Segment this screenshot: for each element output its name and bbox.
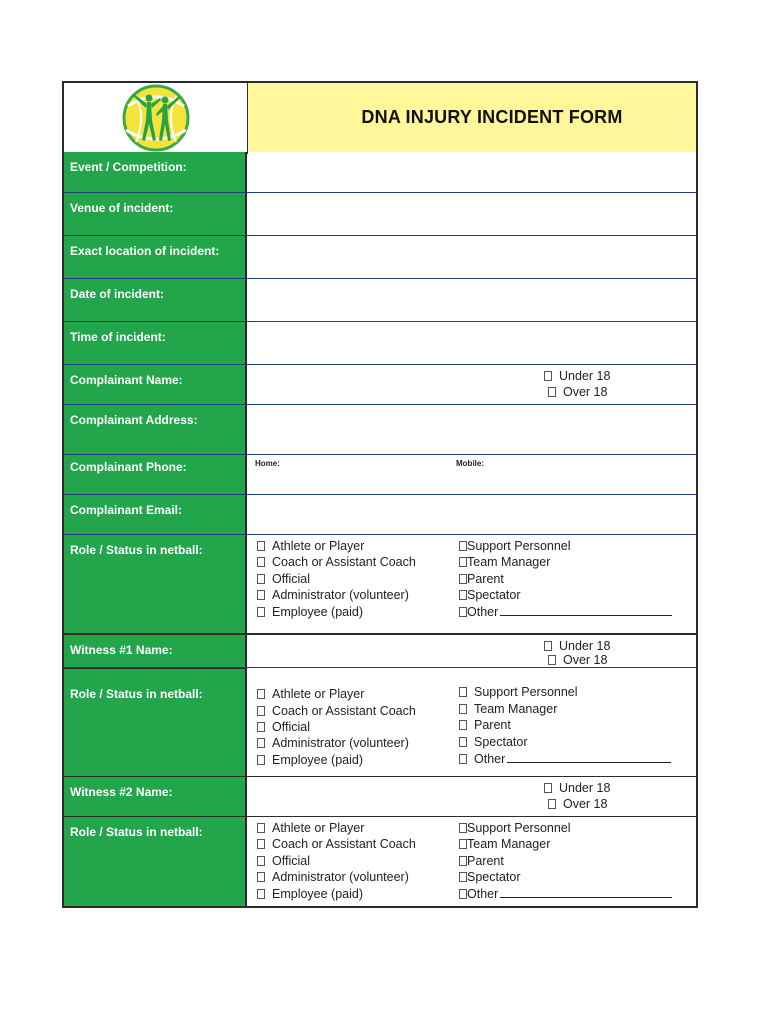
checkbox-icon[interactable] bbox=[257, 872, 265, 882]
home-phone-label: Home: bbox=[255, 459, 280, 468]
role-option[interactable]: Team Manager bbox=[459, 837, 550, 851]
role-option[interactable]: Other bbox=[459, 752, 671, 766]
mobile-phone-label: Mobile: bbox=[456, 459, 484, 468]
role-option[interactable]: Parent bbox=[459, 854, 504, 868]
role-option[interactable]: Support Personnel bbox=[459, 685, 578, 699]
form-title: DNA INJURY INCIDENT FORM bbox=[361, 107, 623, 127]
role-option[interactable]: Administrator (volunteer) bbox=[257, 870, 409, 884]
complainant-role-field bbox=[248, 535, 696, 635]
injury-incident-form bbox=[62, 81, 698, 908]
date-row bbox=[64, 279, 696, 322]
checkbox-icon[interactable] bbox=[459, 839, 467, 849]
checkbox-icon[interactable] bbox=[459, 754, 467, 764]
checkbox-icon[interactable] bbox=[548, 655, 556, 665]
complainant-address-row bbox=[64, 405, 696, 455]
role-option[interactable]: Other bbox=[459, 887, 672, 901]
complainant-address-label: Complainant Address: bbox=[64, 405, 247, 455]
complainant-role-row bbox=[64, 535, 696, 635]
divider bbox=[64, 668, 247, 669]
witness1-name-label: Witness #1 Name: bbox=[64, 635, 247, 668]
witness1-role-row bbox=[64, 687, 696, 777]
role-option[interactable]: Administrator (volunteer) bbox=[257, 588, 409, 602]
role-option[interactable]: Official bbox=[257, 720, 310, 734]
witness1-role-field bbox=[248, 687, 696, 777]
complainant-name-row bbox=[64, 365, 696, 405]
checkbox-icon[interactable] bbox=[544, 641, 552, 651]
time-field[interactable] bbox=[248, 322, 696, 365]
complainant-role-label: Role / Status in netball: bbox=[64, 535, 247, 635]
under18-option[interactable]: Under 18 bbox=[544, 781, 610, 795]
checkbox-icon[interactable] bbox=[257, 722, 265, 732]
role-option[interactable]: Athlete or Player bbox=[257, 687, 364, 701]
checkbox-icon[interactable] bbox=[459, 856, 467, 866]
checkbox-icon[interactable] bbox=[459, 557, 467, 567]
checkbox-icon[interactable] bbox=[257, 689, 265, 699]
witness2-role-row bbox=[64, 817, 696, 906]
checkbox-icon[interactable] bbox=[459, 687, 467, 697]
event-row bbox=[64, 152, 696, 193]
checkbox-icon[interactable] bbox=[459, 541, 467, 551]
checkbox-icon[interactable] bbox=[459, 574, 467, 584]
role-option[interactable]: Employee (paid) bbox=[257, 605, 363, 619]
checkbox-icon[interactable] bbox=[459, 720, 467, 730]
role-option[interactable]: Support Personnel bbox=[459, 539, 571, 553]
checkbox-icon[interactable] bbox=[459, 704, 467, 714]
other-fill-line[interactable] bbox=[500, 887, 672, 898]
complainant-phone-label: Complainant Phone: bbox=[64, 455, 247, 495]
under18-option[interactable]: Under 18 bbox=[544, 639, 610, 653]
role-option[interactable]: Official bbox=[257, 572, 310, 586]
witness2-role-label: Role / Status in netball: bbox=[64, 817, 247, 906]
witness1-name-field[interactable] bbox=[248, 635, 696, 668]
time-label: Time of incident: bbox=[64, 322, 247, 365]
event-field[interactable] bbox=[248, 152, 696, 193]
role-option[interactable]: Coach or Assistant Coach bbox=[257, 555, 416, 569]
other-fill-line[interactable] bbox=[507, 752, 671, 763]
checkbox-icon[interactable] bbox=[459, 823, 467, 833]
checkbox-icon[interactable] bbox=[257, 738, 265, 748]
checkbox-icon[interactable] bbox=[548, 799, 556, 809]
venue-field[interactable] bbox=[248, 193, 696, 236]
checkbox-icon[interactable] bbox=[548, 387, 556, 397]
role-option[interactable]: Employee (paid) bbox=[257, 753, 363, 767]
spacer-row bbox=[64, 668, 696, 687]
over18-option[interactable]: Over 18 bbox=[548, 653, 607, 667]
checkbox-icon[interactable] bbox=[257, 889, 265, 899]
role-option[interactable]: Team Manager bbox=[459, 555, 550, 569]
complainant-email-label: Complainant Email: bbox=[64, 495, 247, 535]
form-header bbox=[64, 83, 696, 154]
checkbox-icon[interactable] bbox=[257, 856, 265, 866]
role-option[interactable]: Employee (paid) bbox=[257, 887, 363, 901]
role-option[interactable]: Administrator (volunteer) bbox=[257, 736, 409, 750]
checkbox-icon[interactable] bbox=[257, 590, 265, 600]
role-option[interactable]: Team Manager bbox=[459, 702, 557, 716]
date-label: Date of incident: bbox=[64, 279, 247, 322]
checkbox-icon[interactable] bbox=[544, 371, 552, 381]
checkbox-icon[interactable] bbox=[459, 872, 467, 882]
complainant-email-field[interactable] bbox=[248, 495, 696, 535]
checkbox-icon[interactable] bbox=[257, 557, 265, 567]
checkbox-icon[interactable] bbox=[544, 783, 552, 793]
checkbox-icon[interactable] bbox=[257, 607, 265, 617]
checkbox-icon[interactable] bbox=[459, 737, 467, 747]
checkbox-icon[interactable] bbox=[459, 607, 467, 617]
date-field[interactable] bbox=[248, 279, 696, 322]
title-cell bbox=[248, 83, 696, 152]
complainant-name-label: Complainant Name: bbox=[64, 365, 247, 405]
witness2-name-row bbox=[64, 777, 696, 817]
over18-option[interactable]: Over 18 bbox=[548, 797, 607, 811]
time-row bbox=[64, 322, 696, 365]
checkbox-icon[interactable] bbox=[257, 755, 265, 765]
checkbox-icon[interactable] bbox=[257, 574, 265, 584]
venue-label: Venue of incident: bbox=[64, 193, 247, 236]
location-row bbox=[64, 236, 696, 279]
role-option[interactable]: Spectator bbox=[459, 735, 528, 749]
complainant-email-row bbox=[64, 495, 696, 535]
role-option[interactable]: Athlete or Player bbox=[257, 821, 364, 835]
witness2-name-label: Witness #2 Name: bbox=[64, 777, 247, 817]
witness2-name-field[interactable] bbox=[248, 777, 696, 817]
location-field[interactable] bbox=[248, 236, 696, 279]
complainant-phone-row bbox=[64, 455, 696, 495]
role-option[interactable]: Coach or Assistant Coach bbox=[257, 704, 416, 718]
venue-row bbox=[64, 193, 696, 236]
checkbox-icon[interactable] bbox=[257, 823, 265, 833]
role-option[interactable]: Coach or Assistant Coach bbox=[257, 837, 416, 851]
checkbox-icon[interactable] bbox=[257, 839, 265, 849]
complainant-name-field[interactable] bbox=[248, 365, 696, 405]
under18-option[interactable]: Under 18 bbox=[544, 369, 610, 383]
location-label: Exact location of incident: bbox=[64, 236, 247, 279]
checkbox-icon[interactable] bbox=[257, 706, 265, 716]
other-fill-line[interactable] bbox=[500, 605, 672, 616]
checkbox-icon[interactable] bbox=[257, 541, 265, 551]
event-label: Event / Competition: bbox=[64, 152, 247, 193]
witness1-role-label: Role / Status in netball: bbox=[64, 687, 247, 777]
over18-option[interactable]: Over 18 bbox=[548, 385, 607, 399]
checkbox-icon[interactable] bbox=[459, 590, 467, 600]
role-option[interactable]: Spectator bbox=[459, 870, 521, 884]
role-option[interactable]: Official bbox=[257, 854, 310, 868]
role-option[interactable]: Parent bbox=[459, 718, 511, 732]
role-option[interactable]: Other bbox=[459, 605, 672, 619]
role-option[interactable]: Parent bbox=[459, 572, 504, 586]
role-option[interactable]: Support Personnel bbox=[459, 821, 571, 835]
witness1-name-row bbox=[64, 635, 696, 668]
complainant-address-field[interactable] bbox=[248, 405, 696, 455]
complainant-phone-field[interactable] bbox=[248, 455, 696, 495]
witness2-role-field bbox=[248, 817, 696, 906]
role-option[interactable]: Athlete or Player bbox=[257, 539, 364, 553]
logo-cell bbox=[64, 83, 249, 152]
checkbox-icon[interactable] bbox=[459, 889, 467, 899]
netball-players-logo bbox=[116, 84, 196, 152]
role-option[interactable]: Spectator bbox=[459, 588, 521, 602]
spacer-label bbox=[64, 668, 247, 687]
